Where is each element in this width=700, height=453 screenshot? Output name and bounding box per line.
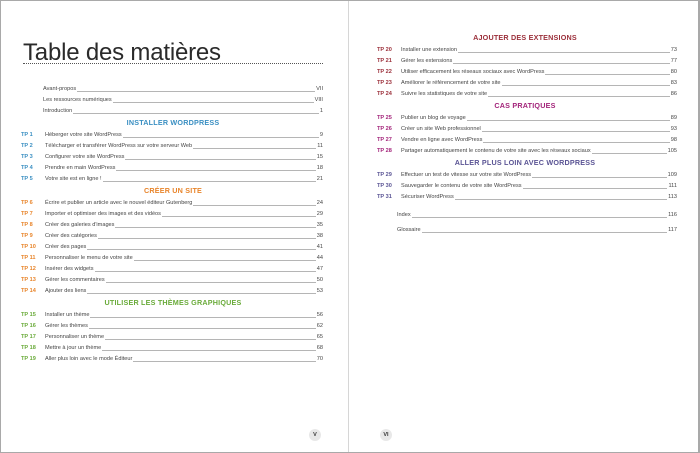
leader-line — [134, 260, 316, 261]
leader-line — [102, 350, 315, 351]
toc-entry[interactable] — [377, 111, 677, 122]
toc-entry[interactable] — [21, 139, 323, 150]
entry-page: 70 — [316, 356, 323, 362]
entry-page: 83 — [670, 80, 677, 86]
leader-line — [458, 52, 670, 53]
entry-label: Prendre en main WordPress — [45, 165, 116, 171]
entry-page: 11 — [317, 143, 323, 149]
tp-number: TP 4 — [21, 165, 33, 171]
tp-number: TP 29 — [377, 172, 392, 178]
entry-label: Ajouter des liens — [45, 288, 87, 294]
tp-number: TP 1 — [21, 132, 33, 138]
tp-number: TP 15 — [21, 312, 36, 318]
leader-line — [90, 317, 315, 318]
entry-label: Créer des catégories — [45, 233, 97, 239]
leader-line — [422, 232, 667, 233]
section-heading-installer-wordpress: INSTALLER WORDPRESS — [126, 118, 220, 127]
entry-label: Créer des pages — [45, 244, 87, 250]
entry-page: 86 — [670, 91, 677, 97]
entry-page: 93 — [670, 126, 677, 132]
entry-page: 47 — [316, 266, 323, 272]
toc-entry[interactable] — [21, 229, 323, 240]
toc-entry[interactable] — [21, 341, 323, 352]
toc-entry[interactable] — [21, 196, 323, 207]
entry-label: Gérer les commentaires — [45, 277, 105, 283]
toc-entry[interactable] — [21, 273, 323, 284]
leader-line — [467, 120, 670, 121]
leader-line — [193, 205, 315, 206]
leader-line — [106, 282, 316, 283]
entry-label: Utiliser efficacement les réseaux sociaux avec WordPress — [401, 69, 545, 75]
toc-entry-glossaire[interactable] — [397, 223, 677, 234]
entry-page: VII — [316, 86, 323, 92]
entry-page: 111 — [668, 183, 677, 189]
entry-label: Importer et optimiser des images et des vidéos — [45, 211, 161, 217]
leader-line — [532, 177, 667, 178]
entry-label: Améliorer le référencement de votre site — [401, 80, 501, 86]
entry-label: Avant-propos — [43, 86, 77, 92]
page-number-badge: V — [309, 429, 321, 441]
toc-entry[interactable] — [377, 122, 677, 133]
tp-number: TP 11 — [21, 255, 36, 261]
toc-entry[interactable] — [377, 87, 677, 98]
entry-label: Les ressources numériques — [43, 97, 112, 103]
leader-line — [77, 91, 315, 92]
leader-line — [73, 113, 319, 114]
entry-label: Suivre les statistiques de votre site — [401, 91, 488, 97]
entry-page: 18 — [316, 165, 323, 171]
tp-number: TP 12 — [21, 266, 36, 272]
toc-entry[interactable] — [377, 179, 677, 190]
entry-label: Effectuer un test de vitesse sur votre site WordPress — [401, 172, 532, 178]
tp-number: TP 22 — [377, 69, 392, 75]
entry-page: 116 — [668, 212, 677, 218]
leader-line — [193, 148, 316, 149]
entry-page: 38 — [316, 233, 323, 239]
entry-page: 44 — [316, 255, 323, 261]
entry-page: 80 — [670, 69, 677, 75]
toc-entry[interactable] — [21, 284, 323, 295]
entry-label: Publier un blog de voyage — [401, 115, 466, 121]
entry-page: 41 — [316, 244, 323, 250]
leader-line — [103, 181, 316, 182]
toc-entry[interactable] — [377, 54, 677, 65]
section-heading-utiliser-les-themes: UTILISER LES THÈMES GRAPHIQUES — [104, 298, 242, 307]
toc-entry[interactable] — [21, 251, 323, 262]
toc-entry[interactable] — [21, 128, 323, 139]
toc-entry[interactable] — [377, 76, 677, 87]
page-number-badge: VI — [380, 429, 392, 441]
tp-number: TP 25 — [377, 115, 392, 121]
tp-number: TP 17 — [21, 334, 36, 340]
toc-entry-ressources[interactable] — [43, 93, 323, 104]
toc-entry-index[interactable] — [397, 208, 677, 219]
entry-page: 15 — [316, 154, 323, 160]
toc-entry[interactable] — [21, 207, 323, 218]
entry-label: Mettre à jour un thème — [45, 345, 102, 351]
entry-page: 77 — [670, 58, 677, 64]
leader-line — [502, 85, 670, 86]
entry-page: 117 — [668, 227, 677, 233]
title-dotted-rule — [23, 63, 323, 64]
tp-number: TP 30 — [377, 183, 392, 189]
entry-page: 68 — [316, 345, 323, 351]
tp-number: TP 9 — [21, 233, 33, 239]
toc-entry[interactable] — [21, 218, 323, 229]
tp-number: TP 19 — [21, 356, 36, 362]
leader-line — [162, 216, 316, 217]
toc-entry[interactable] — [377, 144, 677, 155]
toc-entry[interactable] — [377, 43, 677, 54]
toc-entry[interactable] — [21, 240, 323, 251]
leader-line — [125, 159, 315, 160]
toc-entry[interactable] — [21, 352, 323, 363]
entry-page: 56 — [316, 312, 323, 318]
tp-number: TP 31 — [377, 194, 392, 200]
tp-number: TP 18 — [21, 345, 36, 351]
toc-entry[interactable] — [21, 262, 323, 273]
entry-label: Gérer les extensions — [401, 58, 453, 64]
toc-entry[interactable] — [377, 65, 677, 76]
entry-label: Créer un site Web professionnel — [401, 126, 481, 132]
entry-page: 9 — [319, 132, 323, 138]
leader-line — [89, 328, 316, 329]
entry-label: Installer une extension — [401, 47, 457, 53]
entry-page: 53 — [316, 288, 323, 294]
entry-page: 62 — [316, 323, 323, 329]
entry-page: 98 — [670, 137, 677, 143]
entry-page: 113 — [668, 194, 677, 200]
tp-number: TP 16 — [21, 323, 36, 329]
entry-label: Télécharger et transférer WordPress sur votre serveur Web — [45, 143, 193, 149]
book-spread — [1, 1, 698, 452]
entry-label: Introduction — [43, 108, 73, 114]
leader-line — [115, 227, 315, 228]
tp-number: TP 13 — [21, 277, 36, 283]
entry-page: 109 — [667, 172, 677, 178]
leader-line — [87, 249, 315, 250]
entry-label: Insérer des widgets — [45, 266, 94, 272]
leader-line — [592, 153, 667, 154]
entry-label: Aller plus loin avec le mode Éditeur — [45, 356, 133, 362]
tp-number: TP 7 — [21, 211, 33, 217]
entry-label: Personnaliser un thème — [45, 334, 105, 340]
right-page — [350, 1, 698, 452]
toc-entry[interactable] — [21, 150, 323, 161]
entry-label: Partager automatiquement le contenu de votre site avec les réseaux sociaux — [401, 148, 591, 154]
entry-page: 50 — [316, 277, 323, 283]
entry-page: 35 — [316, 222, 323, 228]
leader-line — [488, 96, 670, 97]
page-title: Table des matières — [23, 39, 221, 66]
entry-label: Personnaliser le menu de votre site — [45, 255, 133, 261]
toc-entry[interactable] — [377, 168, 677, 179]
leader-line — [482, 131, 670, 132]
section-heading-creer-un-site: CRÉER UN SITE — [143, 186, 203, 195]
toc-entry[interactable] — [377, 133, 677, 144]
tp-number: TP 2 — [21, 143, 33, 149]
leader-line — [545, 74, 669, 75]
entry-page: VIII — [314, 97, 323, 103]
entry-label: Vendre en ligne avec WordPress — [401, 137, 483, 143]
entry-label: Sécuriser WordPress — [401, 194, 454, 200]
leader-line — [133, 361, 315, 362]
tp-number: TP 26 — [377, 126, 392, 132]
leader-line — [98, 238, 316, 239]
entry-page: 89 — [670, 115, 677, 121]
tp-number: TP 28 — [377, 148, 392, 154]
entry-label: Gérer les thèmes — [45, 323, 88, 329]
leader-line — [95, 271, 316, 272]
left-page — [1, 1, 349, 452]
leader-line — [412, 217, 667, 218]
entry-label: Écrire et publier un article avec le nouvel éditeur Gutenberg — [45, 200, 193, 206]
entry-page: 65 — [316, 334, 323, 340]
entry-label: Créer des galeries d'images — [45, 222, 115, 228]
section-heading-aller-plus-loin: ALLER PLUS LOIN AVEC WORDPRESS — [454, 158, 596, 167]
toc-entry-introduction[interactable] — [43, 104, 323, 115]
section-heading-ajouter-des-extensions: AJOUTER DES EXTENSIONS — [473, 33, 577, 42]
tp-number: TP 21 — [377, 58, 392, 64]
tp-number: TP 24 — [377, 91, 392, 97]
tp-number: TP 5 — [21, 176, 33, 182]
toc-entry-avant-propos[interactable] — [43, 82, 323, 93]
leader-line — [113, 102, 314, 103]
tp-number: TP 8 — [21, 222, 33, 228]
entry-label: Configurer votre site WordPress — [45, 154, 125, 160]
leader-line — [483, 142, 669, 143]
leader-line — [87, 293, 315, 294]
toc-entry[interactable] — [21, 319, 323, 330]
entry-page: 73 — [670, 47, 677, 53]
tp-number: TP 10 — [21, 244, 36, 250]
tp-number: TP 20 — [377, 47, 392, 53]
entry-page: 29 — [316, 211, 323, 217]
tp-number: TP 23 — [377, 80, 392, 86]
toc-entry[interactable] — [21, 330, 323, 341]
toc-entry[interactable] — [21, 161, 323, 172]
entry-label: Installer un thème — [45, 312, 90, 318]
toc-entry[interactable] — [377, 190, 677, 201]
entry-page: 105 — [667, 148, 677, 154]
tp-number: TP 3 — [21, 154, 33, 160]
entry-page: 21 — [316, 176, 323, 182]
leader-line — [116, 170, 315, 171]
entry-label: Sauvegarder le contenu de votre site WordPress — [401, 183, 522, 189]
entry-label: Votre site est en ligne ! — [45, 176, 102, 182]
section-heading-cas-pratiques: CAS PRATIQUES — [494, 101, 556, 110]
entry-page: 1 — [319, 108, 323, 114]
tp-number: TP 27 — [377, 137, 392, 143]
entry-page: 24 — [316, 200, 323, 206]
entry-label: Index — [397, 212, 411, 218]
leader-line — [123, 137, 319, 138]
tp-number: TP 14 — [21, 288, 36, 294]
leader-line — [105, 339, 316, 340]
leader-line — [453, 63, 669, 64]
toc-entry[interactable] — [21, 172, 323, 183]
leader-line — [523, 188, 668, 189]
entry-label: Glossaire — [397, 227, 421, 233]
tp-number: TP 6 — [21, 200, 33, 206]
leader-line — [455, 199, 667, 200]
toc-entry[interactable] — [21, 308, 323, 319]
entry-label: Héberger votre site WordPress — [45, 132, 122, 138]
